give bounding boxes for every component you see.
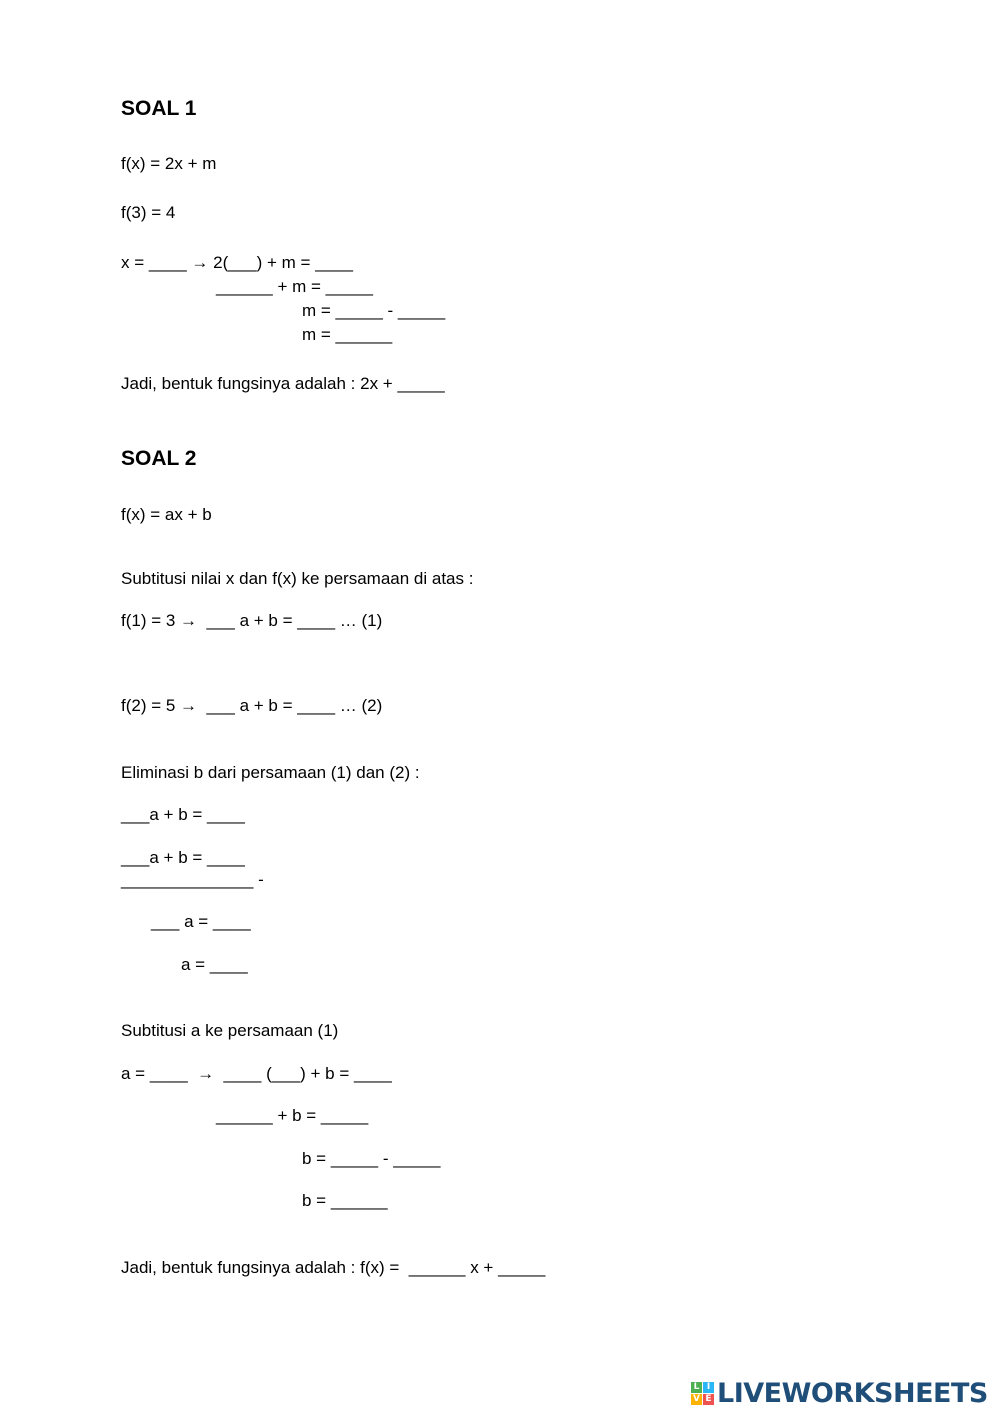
soal-1-title: SOAL 1: [121, 97, 197, 120]
soal-1-step-3: m = _____ - _____: [302, 301, 446, 320]
soal-2-elimination-row-2: ___a + b = ____: [121, 848, 245, 867]
liveworksheets-logo: [691, 1376, 988, 1410]
soal-1-step-2: ______ + m = _____: [216, 277, 373, 296]
soal-1-step-1: x = ____ → 2(___) + m = ____: [121, 253, 354, 272]
soal-1-step-4: m = ______: [302, 325, 393, 344]
soal-2-equation-2: f(2) = 5 → ___ a + b = ____ … (2): [121, 696, 383, 715]
soal-2-title: SOAL 2: [121, 447, 197, 470]
logo-mark-cell: L: [691, 1382, 702, 1393]
soal-2-substitute-a-step-2: ______ + b = _____: [216, 1106, 369, 1125]
soal-2-substitute-a-step-3: b = _____ - _____: [302, 1149, 441, 1168]
soal-2-conclusion: Jadi, bentuk fungsinya adalah : f(x) = ______ x + _____: [121, 1258, 546, 1277]
soal-2-substitute-a-step-1: a = ____ → ____ (___) + b = ____: [121, 1064, 392, 1083]
soal-2-equation-1: f(1) = 3 → ___ a + b = ____ … (1): [121, 611, 383, 630]
soal-1-given-value: f(3) = 4: [121, 203, 176, 222]
soal-1-conclusion: Jadi, bentuk fungsinya adalah : 2x + _____: [121, 374, 445, 393]
logo-text: LIVEWORKSHEETS: [717, 1377, 988, 1409]
soal-2-elimination-row-1: ___a + b = ____: [121, 805, 245, 824]
soal-2-elimination-line: ______________ -: [121, 870, 264, 889]
soal-2-a-value: a = ____: [181, 955, 248, 974]
logo-mark-icon: [691, 1382, 714, 1405]
logo-mark-cell: V: [691, 1394, 702, 1405]
soal-2-substitution-intro: Subtitusi nilai x dan f(x) ke persamaan di atas :: [121, 569, 474, 588]
logo-mark-cell: E: [703, 1394, 714, 1405]
soal-2-substitute-a-step-4: b = ______: [302, 1191, 388, 1210]
soal-2-substitute-a-intro: Subtitusi a ke persamaan (1): [121, 1021, 339, 1040]
soal-2-elimination-result: ___ a = ____: [151, 912, 251, 931]
soal-2-elimination-intro: Eliminasi b dari persamaan (1) dan (2) :: [121, 763, 420, 782]
soal-1-function: f(x) = 2x + m: [121, 154, 217, 173]
soal-2-function: f(x) = ax + b: [121, 505, 212, 524]
logo-mark-cell: I: [703, 1382, 714, 1393]
